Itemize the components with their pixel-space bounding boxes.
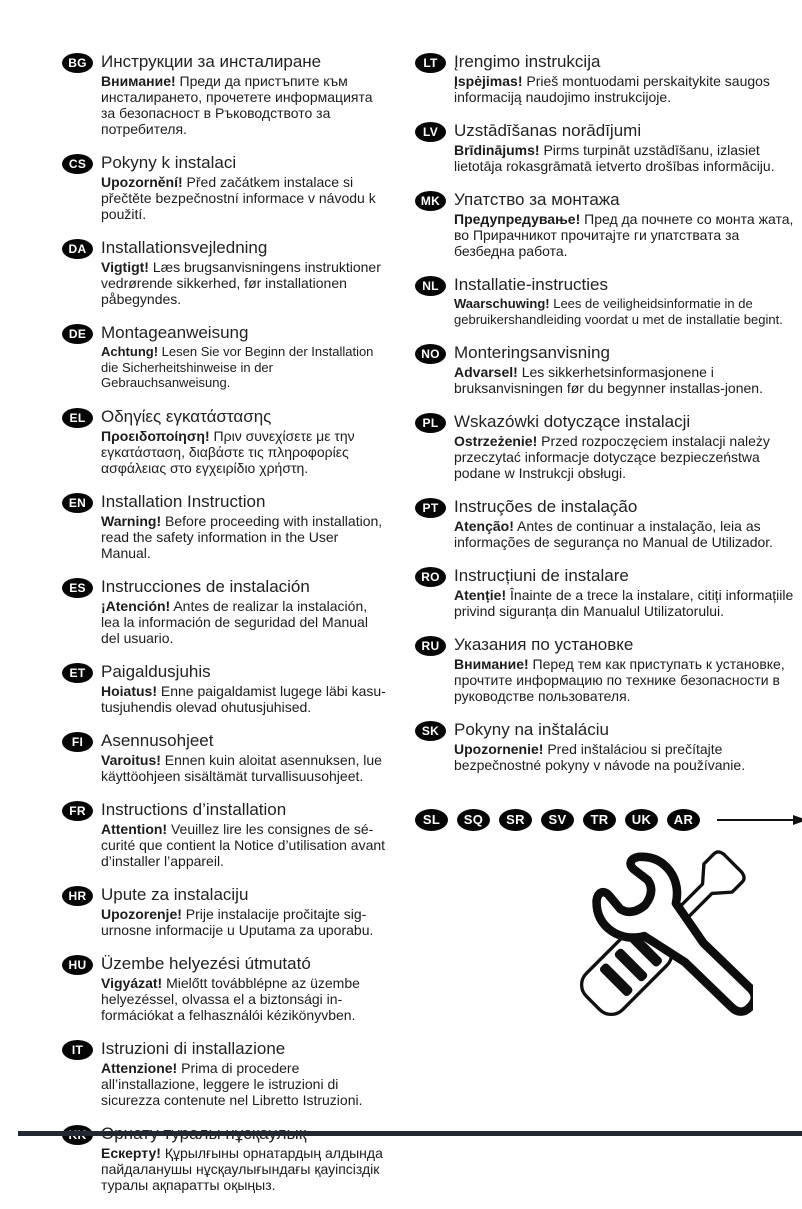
warning-text: Преди да пристъпите към инсталирането, прочетете информацията за безопасност в Ръководството за потребителя.	[101, 73, 373, 137]
entry-body	[101, 73, 387, 137]
arrow-head	[793, 815, 802, 825]
entry-text	[101, 954, 387, 1023]
language-badge: TR	[583, 809, 616, 831]
entry-title: Pokyny k instalaci	[101, 153, 237, 172]
language-entry	[415, 343, 797, 396]
language-badge: CS	[62, 154, 93, 174]
page-bottom-bar	[18, 1131, 802, 1136]
column-right	[415, 52, 797, 1209]
page-content	[62, 52, 797, 1209]
language-badge: ES	[62, 578, 93, 598]
warning-word: Attenzione!	[101, 1059, 178, 1076]
entry-body	[454, 296, 797, 327]
entry-title: Monteringsanvisning	[454, 343, 610, 362]
entry-title: Installation Instruction	[101, 491, 266, 511]
arrow-line	[717, 819, 793, 822]
language-entry	[62, 1039, 387, 1108]
language-badge: BG	[62, 53, 93, 73]
entry-title: Üzembe helyezési útmutató	[101, 953, 311, 973]
entry-title: Paigaldusjuhis	[101, 661, 211, 681]
entry-text	[101, 1039, 387, 1108]
language-entry	[62, 662, 387, 715]
entry-body	[101, 906, 387, 938]
entry-text	[454, 412, 797, 481]
warning-text: Enne paigaldamist lugege läbi kasu-tusjuhendis olevad ohutusjuhised.	[101, 682, 386, 715]
language-badge: ET	[62, 663, 93, 683]
entry-text	[454, 497, 797, 550]
language-entry	[415, 121, 797, 174]
entry-text	[454, 635, 797, 704]
entry-body	[101, 975, 387, 1023]
entry-text	[454, 52, 797, 105]
language-badge: AR	[667, 809, 700, 831]
language-entry	[415, 720, 797, 773]
right-arrow-icon	[717, 815, 802, 825]
warning-text: Mielőtt továbblépne az üzembe helyezéssel, olvassa el a biztonsági in-formációkat a felhasználói kézikönyvben.	[101, 974, 360, 1023]
entry-title: Installationsvejledning	[101, 238, 268, 257]
warning-word: Vigtigt!	[101, 259, 149, 275]
warning-text: Lesen Sie vor Beginn der Installation die Sicherheitshinweise in der Gebrauchsanweisung.	[101, 344, 374, 390]
entry-text	[101, 153, 387, 222]
warning-word: Brīdinājums!	[454, 142, 540, 158]
entry-body	[454, 142, 797, 174]
warning-text: Antes de continuar a instalação, leia as informações de segurança no Manual de Utilizador.	[454, 518, 774, 550]
more-languages-row	[415, 809, 797, 831]
entry-title: Инструкции за инсталиране	[101, 52, 322, 71]
wrench-screwdriver-icon	[563, 843, 753, 1033]
warning-word: Внимание!	[454, 656, 529, 672]
warning-text: Құрылғыны орнатардың алдында пайдаланушы нұсқаулығындағы қауіпсіздік туралы ақпаратты оқыңыз.	[101, 1144, 383, 1193]
warning-text: Prieš montuodami perskaitykite saugos informaciją naudojimo instrukcijoje.	[454, 73, 770, 105]
entry-title: Instruções de instalação	[454, 497, 638, 516]
warning-word: Varoitus!	[101, 751, 161, 768]
language-badge: SV	[541, 809, 574, 831]
entry-text	[101, 731, 387, 784]
warning-text: Les sikkerhetsinformasjonene i bruksanvisningen før du begynner installas-jonen.	[454, 364, 763, 396]
entry-text	[101, 662, 387, 715]
entry-text	[454, 121, 797, 174]
language-badge: SR	[499, 809, 532, 831]
language-badge: HU	[62, 955, 93, 975]
entry-text	[454, 566, 797, 619]
language-entry	[62, 407, 387, 476]
warning-word: Upozorenje!	[101, 905, 182, 922]
entry-body	[101, 1060, 387, 1108]
warning-word: Attention!	[101, 820, 168, 837]
language-badge: LV	[415, 122, 446, 142]
entry-title: Uzstādīšanas norādījumi	[454, 121, 642, 140]
warning-word: Ескерту!	[101, 1144, 161, 1161]
warning-text: Pred inštaláciou si prečítajte bezpečnostné pokyny v návode na používanie.	[454, 741, 746, 773]
warning-word: Hoiatus!	[101, 682, 157, 699]
warning-text: Prije instalacije pročitajte sig-urnosne informacije u Uputama za uporabu.	[101, 905, 374, 938]
entry-body	[101, 598, 387, 646]
warning-text: Înainte de a trece la instalare, citiți informațiile privind siguranța din Manualul Utilizatorului.	[454, 587, 794, 619]
language-badge: PT	[415, 498, 446, 518]
language-entry	[62, 954, 387, 1023]
language-badge: RU	[415, 636, 446, 656]
language-entry	[415, 497, 797, 550]
language-badge: MK	[415, 191, 446, 211]
language-badge: DA	[62, 239, 93, 259]
warning-word: Предупредување!	[454, 211, 581, 227]
entry-body	[101, 513, 387, 561]
warning-word: Advarsel!	[454, 364, 518, 380]
warning-text: Antes de realizar la instalación, lea la información de seguridad del Manual del usuario.	[101, 597, 368, 646]
language-badge: SK	[415, 721, 446, 741]
entry-body	[454, 656, 797, 704]
entry-body	[454, 587, 797, 619]
warning-word: Upozornění!	[101, 174, 183, 190]
warning-text: Przed rozpoczęciem instalacji należy przeczytać informacje dotyczące bezpieczeństwa podane w Instrukcji obsługi.	[454, 433, 770, 481]
warning-word: Προειδοποίηση!	[101, 427, 210, 444]
entry-text	[454, 720, 797, 773]
warning-text: Lees de veiligheidsinformatie in de gebruikershandleiding voordat u met de installatie begint.	[454, 296, 783, 327]
warning-word: Upozornenie!	[454, 741, 544, 757]
entry-title: Instrucțiuni de instalare	[454, 566, 629, 585]
language-badge: EL	[62, 408, 93, 428]
warning-word: Atenție!	[454, 587, 507, 603]
entry-title: Istruzioni di installazione	[101, 1038, 286, 1058]
language-entry	[415, 412, 797, 481]
language-badge: SL	[415, 809, 448, 831]
warning-text: Pirms turpināt uzstādīšanu, izlasiet lietotāja rokasgrāmatā ietverto drošības informāciju.	[454, 142, 775, 174]
language-entry	[415, 275, 797, 327]
entry-text	[454, 190, 797, 259]
entry-body	[101, 428, 387, 476]
entry-body	[454, 433, 797, 481]
warning-word: Įspėjimas!	[454, 73, 523, 89]
warning-text: Before proceeding with installation, read the safety information in the User Manual.	[101, 512, 383, 561]
language-entry	[415, 190, 797, 259]
language-entry	[62, 238, 387, 307]
language-entry	[62, 577, 387, 646]
entry-title: Instructions d’installation	[101, 799, 287, 819]
entry-title: Asennusohjeet	[101, 730, 214, 750]
language-badge: NL	[415, 276, 446, 296]
entry-body	[101, 344, 387, 391]
entry-body	[101, 683, 387, 715]
language-entry	[62, 731, 387, 784]
entry-text	[101, 885, 387, 938]
warning-word: Warning!	[101, 512, 162, 529]
warning-word: Waarschuwing!	[454, 296, 550, 311]
language-badge: FI	[62, 732, 93, 752]
language-badge: SQ	[457, 809, 490, 831]
language-badge: RO	[415, 567, 446, 587]
entry-body	[454, 364, 797, 396]
language-entry	[62, 885, 387, 938]
warning-text: Πριν συνεχίσετε με την εγκατάσταση, διαβάστε τις πληροφορίες ασφάλειας στο εγχειρίδιο χρήστη.	[101, 427, 355, 476]
language-badge: NO	[415, 344, 446, 364]
warning-word: Vigyázat!	[101, 974, 163, 991]
warning-word: ¡Atención!	[101, 597, 171, 614]
entry-body	[101, 174, 387, 222]
entry-title: Installatie-instructies	[454, 275, 609, 294]
warning-text: Před začátkem instalace si přečtěte bezpečnostní informace v návodu k použití.	[101, 174, 376, 222]
entry-title: Montageanweisung	[101, 323, 249, 342]
warning-word: Ostrzeżenie!	[454, 433, 538, 449]
entry-text	[101, 52, 387, 137]
language-badge: FR	[62, 801, 93, 821]
entry-title: Instrucciones de instalación	[101, 576, 310, 596]
entry-text	[101, 407, 387, 476]
language-badge: DE	[62, 324, 93, 344]
entry-body	[454, 741, 797, 773]
language-badge: EN	[62, 493, 93, 513]
entry-text	[101, 577, 387, 646]
warning-word: Atenção!	[454, 518, 514, 534]
language-entry	[62, 492, 387, 561]
entry-body	[454, 518, 797, 550]
warning-word: Внимание!	[101, 73, 176, 89]
warning-text: Prima di procedere all’installazione, leggere le istruzioni di sicurezza contenute nel Libretto Istruzioni.	[101, 1059, 363, 1108]
language-badge: LT	[415, 53, 446, 73]
entry-body	[101, 752, 387, 784]
entry-title: Указания по установке	[454, 635, 634, 654]
entry-text	[101, 323, 387, 391]
warning-text: Пред да почнете со монта жата, во Прирачникот прочитајте ги упатствата за безбедна работа.	[454, 211, 794, 259]
tools-illustration-wrap	[415, 843, 797, 1033]
entry-body	[101, 259, 387, 307]
warning-text: Veuillez lire les consignes de sé-curité que contient la Notice d’utilisation avant d’installer l’appareil.	[101, 820, 386, 869]
language-entry	[415, 635, 797, 704]
entry-text	[454, 275, 797, 327]
entry-title: Wskazówki dotyczące instalacji	[454, 412, 691, 431]
language-badge: HR	[62, 886, 93, 906]
entry-title: Upute za instalaciju	[101, 884, 249, 904]
warning-word: Achtung!	[101, 344, 159, 359]
entry-title: Pokyny na inštaláciu	[454, 720, 609, 739]
language-entry	[415, 52, 797, 105]
language-entry	[415, 566, 797, 619]
entry-text	[454, 343, 797, 396]
warning-text: Læs brugsanvisningens instruktioner vedrørende sikkerhed, før installationen påbegyndes.	[101, 259, 381, 307]
column-right-entries	[415, 52, 797, 773]
language-entry	[62, 52, 387, 137]
entry-text	[101, 492, 387, 561]
language-entry	[62, 323, 387, 391]
language-badge: PL	[415, 413, 446, 433]
column-left	[62, 52, 387, 1209]
entry-body	[101, 1145, 387, 1193]
entry-text	[101, 800, 387, 869]
entry-text	[101, 238, 387, 307]
warning-text: Перед тем как приступать к установке, прочтите информацию по технике безопасности в руководстве пользователя.	[454, 656, 785, 704]
entry-body	[454, 211, 797, 259]
language-badge: UK	[625, 809, 658, 831]
language-entry	[62, 153, 387, 222]
entry-title: Įrengimo instrukcija	[454, 52, 601, 71]
entry-body	[454, 73, 797, 105]
entry-title: Упатство за монтажа	[454, 190, 620, 209]
warning-text: Ennen kuin aloitat asennuksen, lue käyttöohjeen sisältämät turvallisuusohjeet.	[101, 751, 382, 784]
entry-body	[101, 821, 387, 869]
language-entry	[62, 800, 387, 869]
entry-title: Οδηγίες εγκατάστασης	[101, 406, 272, 426]
language-badge: IT	[62, 1040, 93, 1060]
